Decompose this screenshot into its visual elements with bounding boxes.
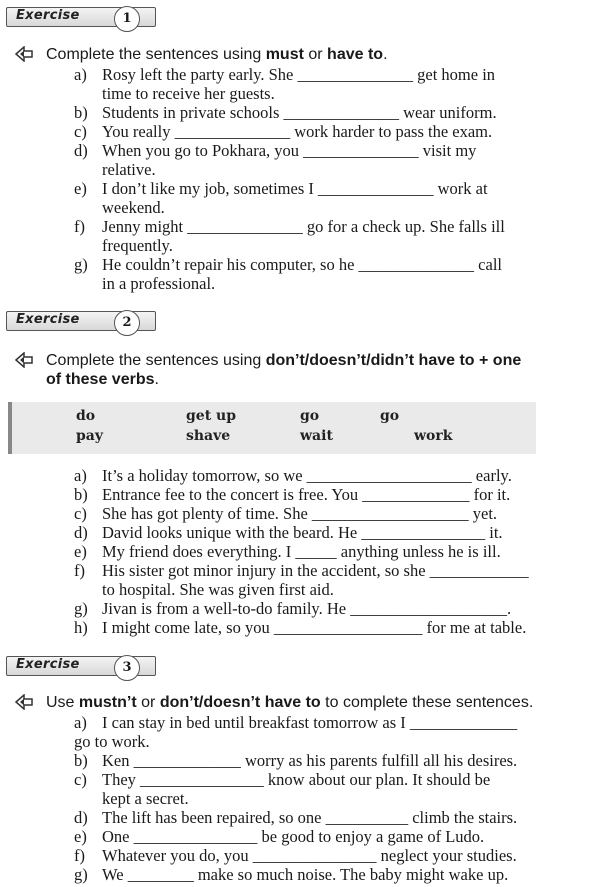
- verb-word: work: [414, 428, 453, 444]
- item-text-line: kept a secret.: [102, 789, 189, 808]
- exercise-2-list: [74, 466, 529, 637]
- arrow-icon: [14, 352, 34, 368]
- item-text-line: My friend does everything. I _____ anything unless he is ill.: [102, 542, 501, 561]
- list-item: [74, 770, 517, 808]
- arrow-icon: [14, 694, 34, 710]
- list-item: [74, 542, 529, 561]
- item-label: f): [74, 561, 85, 580]
- list-item: [74, 466, 529, 485]
- exercise-number: 1: [114, 6, 140, 32]
- item-text-line: in a professional.: [102, 274, 216, 293]
- item-label: e): [74, 179, 87, 198]
- item-text-line: The lift has been repaired, so one __________ climb the stairs.: [102, 808, 518, 827]
- exercise-number: 3: [114, 655, 140, 681]
- item-text-line: Jenny might ______________ go for a check up. She falls ill: [102, 217, 505, 236]
- item-label: g): [74, 599, 88, 618]
- list-item: [74, 217, 505, 255]
- item-text-line: time to receive her guests.: [102, 84, 275, 103]
- item-label: e): [74, 542, 87, 561]
- item-label: g): [74, 865, 88, 884]
- item-label: c): [74, 504, 87, 523]
- item-text-line: He couldn’t repair his computer, so he ______________ call: [102, 255, 502, 274]
- item-text-line: His sister got minor injury in the accident, so she ____________: [102, 561, 529, 580]
- exercise-1-list: [74, 65, 505, 293]
- item-text-line: frequently.: [102, 236, 173, 255]
- item-label: a): [74, 713, 87, 732]
- verb-word: get up: [186, 408, 237, 424]
- exercise-label: Exercise: [16, 657, 80, 672]
- item-text-line: go to work.: [74, 732, 150, 751]
- item-label: d): [74, 141, 88, 160]
- item-label: b): [74, 751, 88, 770]
- list-item: [74, 255, 505, 293]
- item-label: f): [74, 217, 85, 236]
- item-text-line: Entrance fee to the concert is free. You _____________ for it.: [102, 485, 511, 504]
- list-item: [74, 103, 505, 122]
- item-label: f): [74, 846, 85, 865]
- item-text-line: They _______________ know about our plan. It should be: [102, 770, 491, 789]
- item-label: h): [74, 618, 88, 637]
- list-item: [74, 179, 505, 217]
- item-text-line: You really ______________ work harder to pass the exam.: [102, 122, 493, 141]
- exercise-3-list: [74, 713, 517, 884]
- list-item: [74, 808, 517, 827]
- item-text-line: When you go to Pokhara, you ______________ visit my: [102, 141, 477, 160]
- verb-word: do: [76, 408, 96, 424]
- verb-word: pay: [76, 428, 103, 444]
- list-item: [74, 846, 517, 865]
- item-text-line: Rosy left the party early. She ______________ get home in: [102, 65, 496, 84]
- item-text-line: I can stay in bed until breakfast tomorrow as I _____________: [102, 713, 518, 732]
- item-label: d): [74, 808, 88, 827]
- exercise-label: Exercise: [16, 312, 80, 327]
- list-item: [74, 618, 529, 637]
- item-text-line: It’s a holiday tomorrow, so we ____________________ early.: [102, 466, 512, 485]
- item-text-line: She has got plenty of time. She ___________________ yet.: [102, 504, 498, 523]
- list-item: [74, 504, 529, 523]
- item-text-line: Students in private schools ______________ wear uniform.: [102, 103, 497, 122]
- item-label: b): [74, 485, 88, 504]
- item-text-line: I don’t like my job, sometimes I ______________ work at: [102, 179, 488, 198]
- arrow-icon: [14, 46, 34, 62]
- item-text-line: to hospital. She was given first aid.: [102, 580, 334, 599]
- verb-word: shave: [186, 428, 231, 444]
- item-text-line: One _______________ be good to enjoy a game of Ludo.: [102, 827, 485, 846]
- item-label: g): [74, 255, 88, 274]
- item-label: c): [74, 122, 87, 141]
- list-item: [74, 65, 505, 103]
- item-label: a): [74, 466, 87, 485]
- list-item: [74, 865, 517, 884]
- item-text-line: weekend.: [102, 198, 165, 217]
- list-item: [74, 713, 517, 751]
- item-label: d): [74, 523, 88, 542]
- verb-word: wait: [300, 428, 333, 444]
- exercise-label: Exercise: [16, 8, 80, 23]
- exercise-number: 2: [114, 310, 140, 336]
- item-label: c): [74, 770, 87, 789]
- list-item: [74, 827, 517, 846]
- list-item: [74, 599, 529, 618]
- item-text-line: Jivan is from a well-to-do family. He ___________________.: [102, 599, 512, 618]
- item-text-line: We ________ make so much noise. The baby might wake up.: [102, 865, 509, 884]
- item-text-line: Whatever you do, you _______________ neglect your studies.: [102, 846, 517, 865]
- item-text-line: I might come late, so you __________________ for me at table.: [102, 618, 527, 637]
- item-label: a): [74, 65, 87, 84]
- item-text-line: Ken _____________ worry as his parents fulfill all his desires.: [102, 751, 518, 770]
- verb-word: go: [380, 408, 400, 424]
- item-text-line: David looks unique with the beard. He _______________ it.: [102, 523, 503, 542]
- list-item: [74, 561, 529, 599]
- list-item: [74, 141, 505, 179]
- list-item: [74, 485, 529, 504]
- item-label: b): [74, 103, 88, 122]
- item-text-line: relative.: [102, 160, 156, 179]
- list-item: [74, 122, 505, 141]
- verb-box: [8, 402, 536, 454]
- list-item: [74, 751, 517, 770]
- item-label: e): [74, 827, 87, 846]
- verb-word: go: [300, 408, 320, 424]
- list-item: [74, 523, 529, 542]
